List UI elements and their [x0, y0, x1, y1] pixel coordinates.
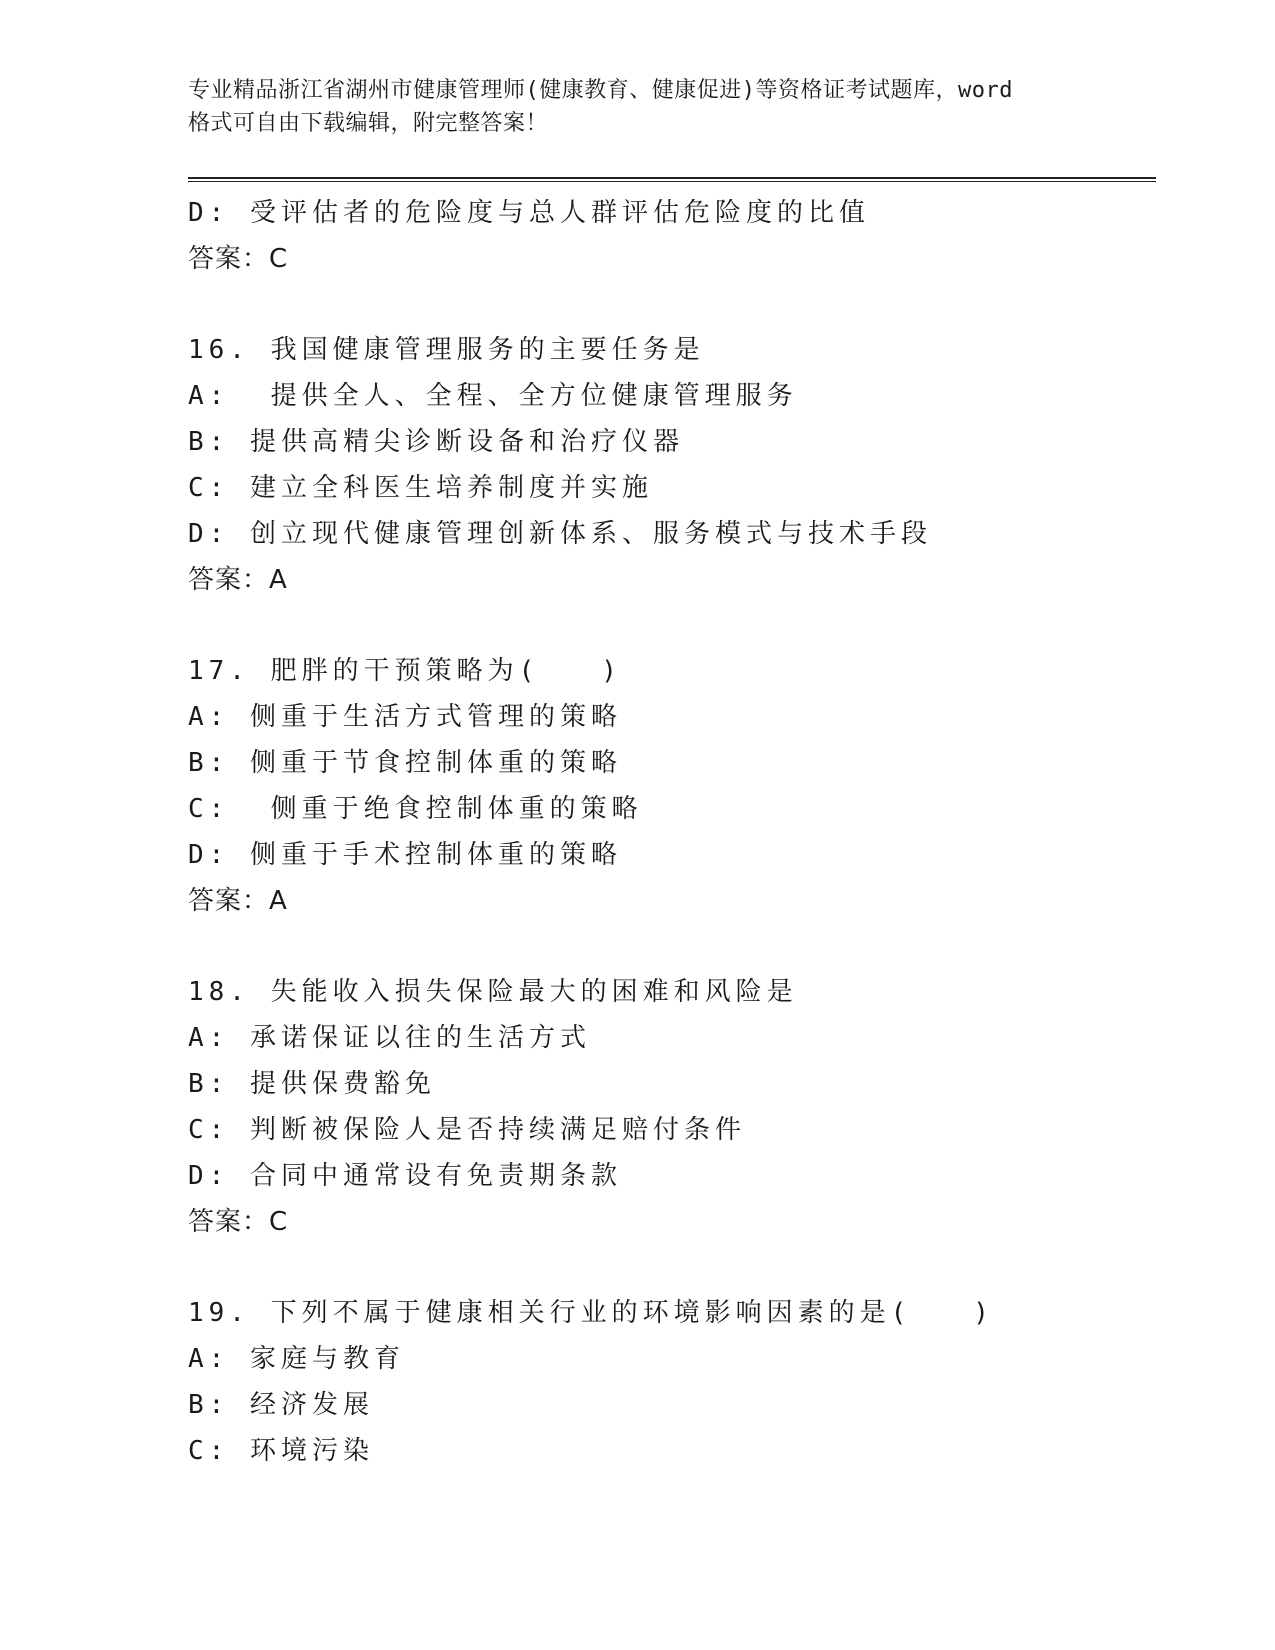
option-a: A: 侧重于生活方式管理的策略 — [188, 702, 622, 732]
option-b: B: 提供保费豁免 — [188, 1069, 436, 1099]
option-c: C: 判断被保险人是否持续满足赔付条件 — [188, 1115, 746, 1145]
question-stem: 18. 失能收入损失保险最大的困难和风险是 — [188, 977, 798, 1007]
question-stem: 16. 我国健康管理服务的主要任务是 — [188, 335, 705, 365]
question-18 — [188, 969, 1156, 1245]
option-a: A: 家庭与教育 — [188, 1344, 405, 1374]
option-a: A: 承诺保证以往的生活方式 — [188, 1023, 591, 1053]
answer-text: 答案：A — [188, 886, 288, 916]
option-b: B: 提供高精尖诊断设备和治疗仪器 — [188, 427, 684, 457]
spacer — [188, 282, 1156, 327]
option-b: B: 侧重于节食控制体重的策略 — [188, 748, 622, 778]
option-c: C: 环境污染 — [188, 1436, 374, 1466]
question-stem: 19. 下列不属于健康相关行业的环境影响因素的是( ) — [188, 1298, 994, 1328]
question-19 — [188, 1290, 1156, 1474]
option-d: D: 受评估者的危险度与总人群评估危险度的比值 — [188, 198, 870, 228]
header-line-2: 格式可自由下载编辑，附完整答案！ — [188, 111, 549, 136]
header-divider-thick — [188, 177, 1156, 179]
option-a: A: 提供全人、全程、全方位健康管理服务 — [188, 381, 798, 411]
option-d: D: 合同中通常设有免责期条款 — [188, 1161, 622, 1191]
header-divider-thin — [188, 181, 1156, 182]
option-d: D: 侧重于手术控制体重的策略 — [188, 840, 622, 870]
question-16 — [188, 327, 1156, 603]
question-stem: 17. 肥胖的干预策略为( ) — [188, 656, 622, 686]
answer-text: 答案：C — [188, 244, 289, 274]
question-17 — [188, 648, 1156, 924]
option-c: C: 侧重于绝食控制体重的策略 — [188, 794, 643, 824]
option-b: B: 经济发展 — [188, 1390, 374, 1420]
question-list — [188, 190, 1156, 1474]
answer-text: 答案：C — [188, 1207, 289, 1237]
option-d: D: 创立现代健康管理创新体系、服务模式与技术手段 — [188, 519, 932, 549]
spacer — [188, 603, 1156, 648]
answer-text: 答案：A — [188, 565, 288, 595]
option-c: C: 建立全科医生培养制度并实施 — [188, 473, 653, 503]
spacer — [188, 1245, 1156, 1290]
header-line-1: 专业精品浙江省湖州市健康管理师(健康教育、健康促进)等资格证考试题库，word — [188, 78, 1013, 103]
spacer — [188, 924, 1156, 969]
document-header — [188, 74, 1088, 140]
